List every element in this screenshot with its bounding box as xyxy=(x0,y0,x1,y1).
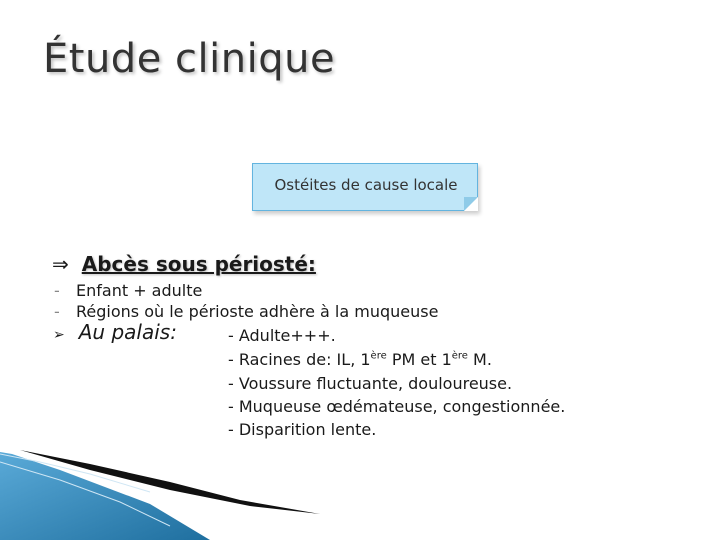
racines-item xyxy=(228,350,492,369)
implies-arrow-icon: ⇒ xyxy=(52,252,69,276)
racines-text-prefix: - Racines de: IL, 1 xyxy=(228,350,371,369)
palais-label-line xyxy=(53,320,177,344)
list-item xyxy=(54,281,202,300)
slide-title: Étude clinique xyxy=(43,36,336,82)
dash-bullet: - xyxy=(54,281,60,300)
heading-text: Abcès sous périosté: xyxy=(81,252,316,276)
list-item-text: Enfant + adulte xyxy=(76,281,203,300)
racines-text-end: M. xyxy=(467,350,492,369)
list-item: - Disparition lente. xyxy=(228,420,377,439)
palais-label: Au palais: xyxy=(78,320,177,344)
list-item xyxy=(54,302,438,321)
callout-fold-corner xyxy=(464,197,478,211)
arrow-bullet-icon: ➢ xyxy=(53,327,65,343)
callout-text: Ostéites de cause locale xyxy=(274,176,458,194)
dash-bullet: - xyxy=(54,302,60,321)
decorative-swoosh xyxy=(0,440,720,540)
superscript: ère xyxy=(451,350,468,362)
palais-first-item: - Adulte+++. xyxy=(228,326,336,345)
racines-text-mid: PM et 1 xyxy=(386,350,452,369)
list-item: - Voussure fluctuante, douloureuse. xyxy=(228,374,513,393)
superscript: ère xyxy=(370,350,387,362)
callout-box xyxy=(252,163,478,211)
list-item: - Muqueuse œdémateuse, congestionnée. xyxy=(228,397,566,416)
list-item-text: Régions où le périoste adhère à la muqueuse xyxy=(76,302,439,321)
section-heading xyxy=(52,252,316,276)
